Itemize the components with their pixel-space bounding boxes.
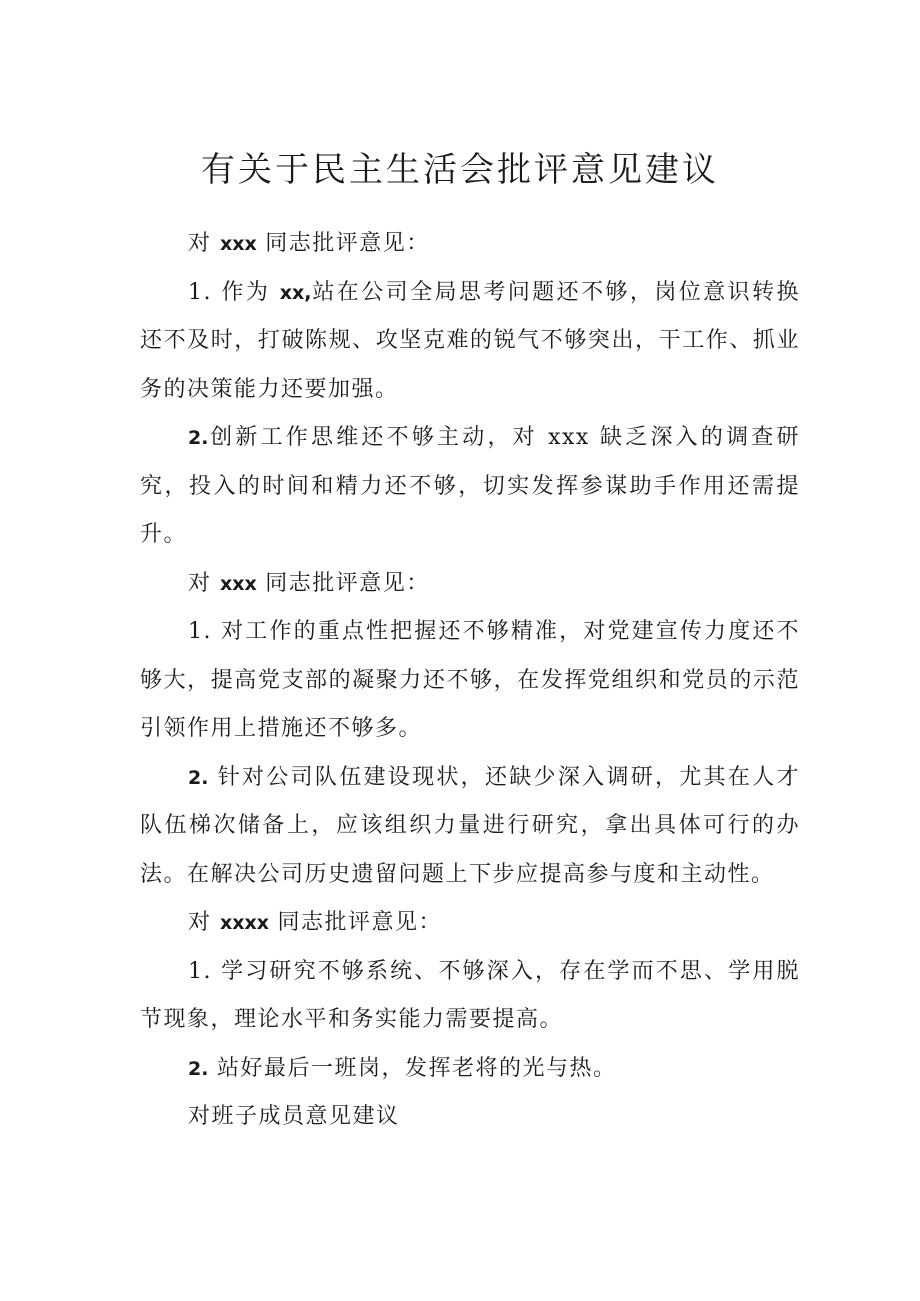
paragraph-text: 1. 对工作的重点性把握还不够精准，对党建宣传力度还不够大，提高党支部的凝聚力还不够，在发挥党组织和党员的示范引领作用上措施还不够多。 xyxy=(140,619,800,741)
paragraph-text: 对 xyxy=(188,570,220,596)
paragraph-highlight: xxx xyxy=(220,572,257,595)
paragraph xyxy=(140,1093,800,1142)
paragraph-text: 同志批评意见： xyxy=(256,231,430,256)
paragraph-text: 对 xyxy=(188,910,220,935)
paragraph-text: 对班子成员意见建议 xyxy=(188,1104,400,1129)
paragraph-text: 针对公司队伍建设现状，还缺少深入调研，尤其在人才队伍梯次储备上，应该组织力量进行研究，拿出具体可行的办法。在解决公司历史遗留问题上下步应提高参与度和主动性。 xyxy=(140,764,800,887)
paragraph-text: 同志批评意见： xyxy=(269,910,443,935)
paragraph-highlight: 2. xyxy=(188,1057,209,1080)
document-body xyxy=(140,220,800,1142)
paragraph-highlight: xxxx xyxy=(220,912,270,934)
paragraph xyxy=(140,269,800,415)
paragraph-text: 1. 学习研究不够系统、不够深入，存在学而不思、学用脱节现象，理论水平和务实能力需要提高。 xyxy=(140,958,800,1032)
paragraph xyxy=(140,948,800,1045)
paragraph-highlight: xx, xyxy=(279,281,312,304)
paragraph xyxy=(140,414,800,560)
paragraph-text: 1. 作为 xyxy=(188,279,280,305)
paragraph xyxy=(140,754,800,900)
paragraph xyxy=(140,560,800,609)
paragraph-text: 同志批评意见： xyxy=(256,570,430,596)
paragraph xyxy=(140,1045,800,1094)
paragraph xyxy=(140,220,800,269)
paragraph xyxy=(140,608,800,754)
document-title: 有关于民主生活会批评意见建议 xyxy=(201,150,719,190)
paragraph-text: 创新工作思维还不够主动，对 xxx 缺乏深入的调查研究，投入的时间和精力还不够，切实发挥参谋助手作用还需提升。 xyxy=(140,425,800,547)
paragraph-highlight: xxx xyxy=(220,233,257,255)
paragraph xyxy=(140,899,800,948)
paragraph-highlight: 2. xyxy=(188,766,209,789)
paragraph-text: 站在公司全局思考问题还不够，岗位意识转换还不及时，打破陈规、攻坚克难的锐气不够突出，干工作、抓业务的决策能力还要加强。 xyxy=(140,279,800,402)
paragraph-text: 站好最后一班岗，发挥老将的光与热。 xyxy=(208,1055,617,1081)
paragraph-highlight: 2. xyxy=(188,427,209,449)
paragraph-text: 对 xyxy=(188,231,220,256)
